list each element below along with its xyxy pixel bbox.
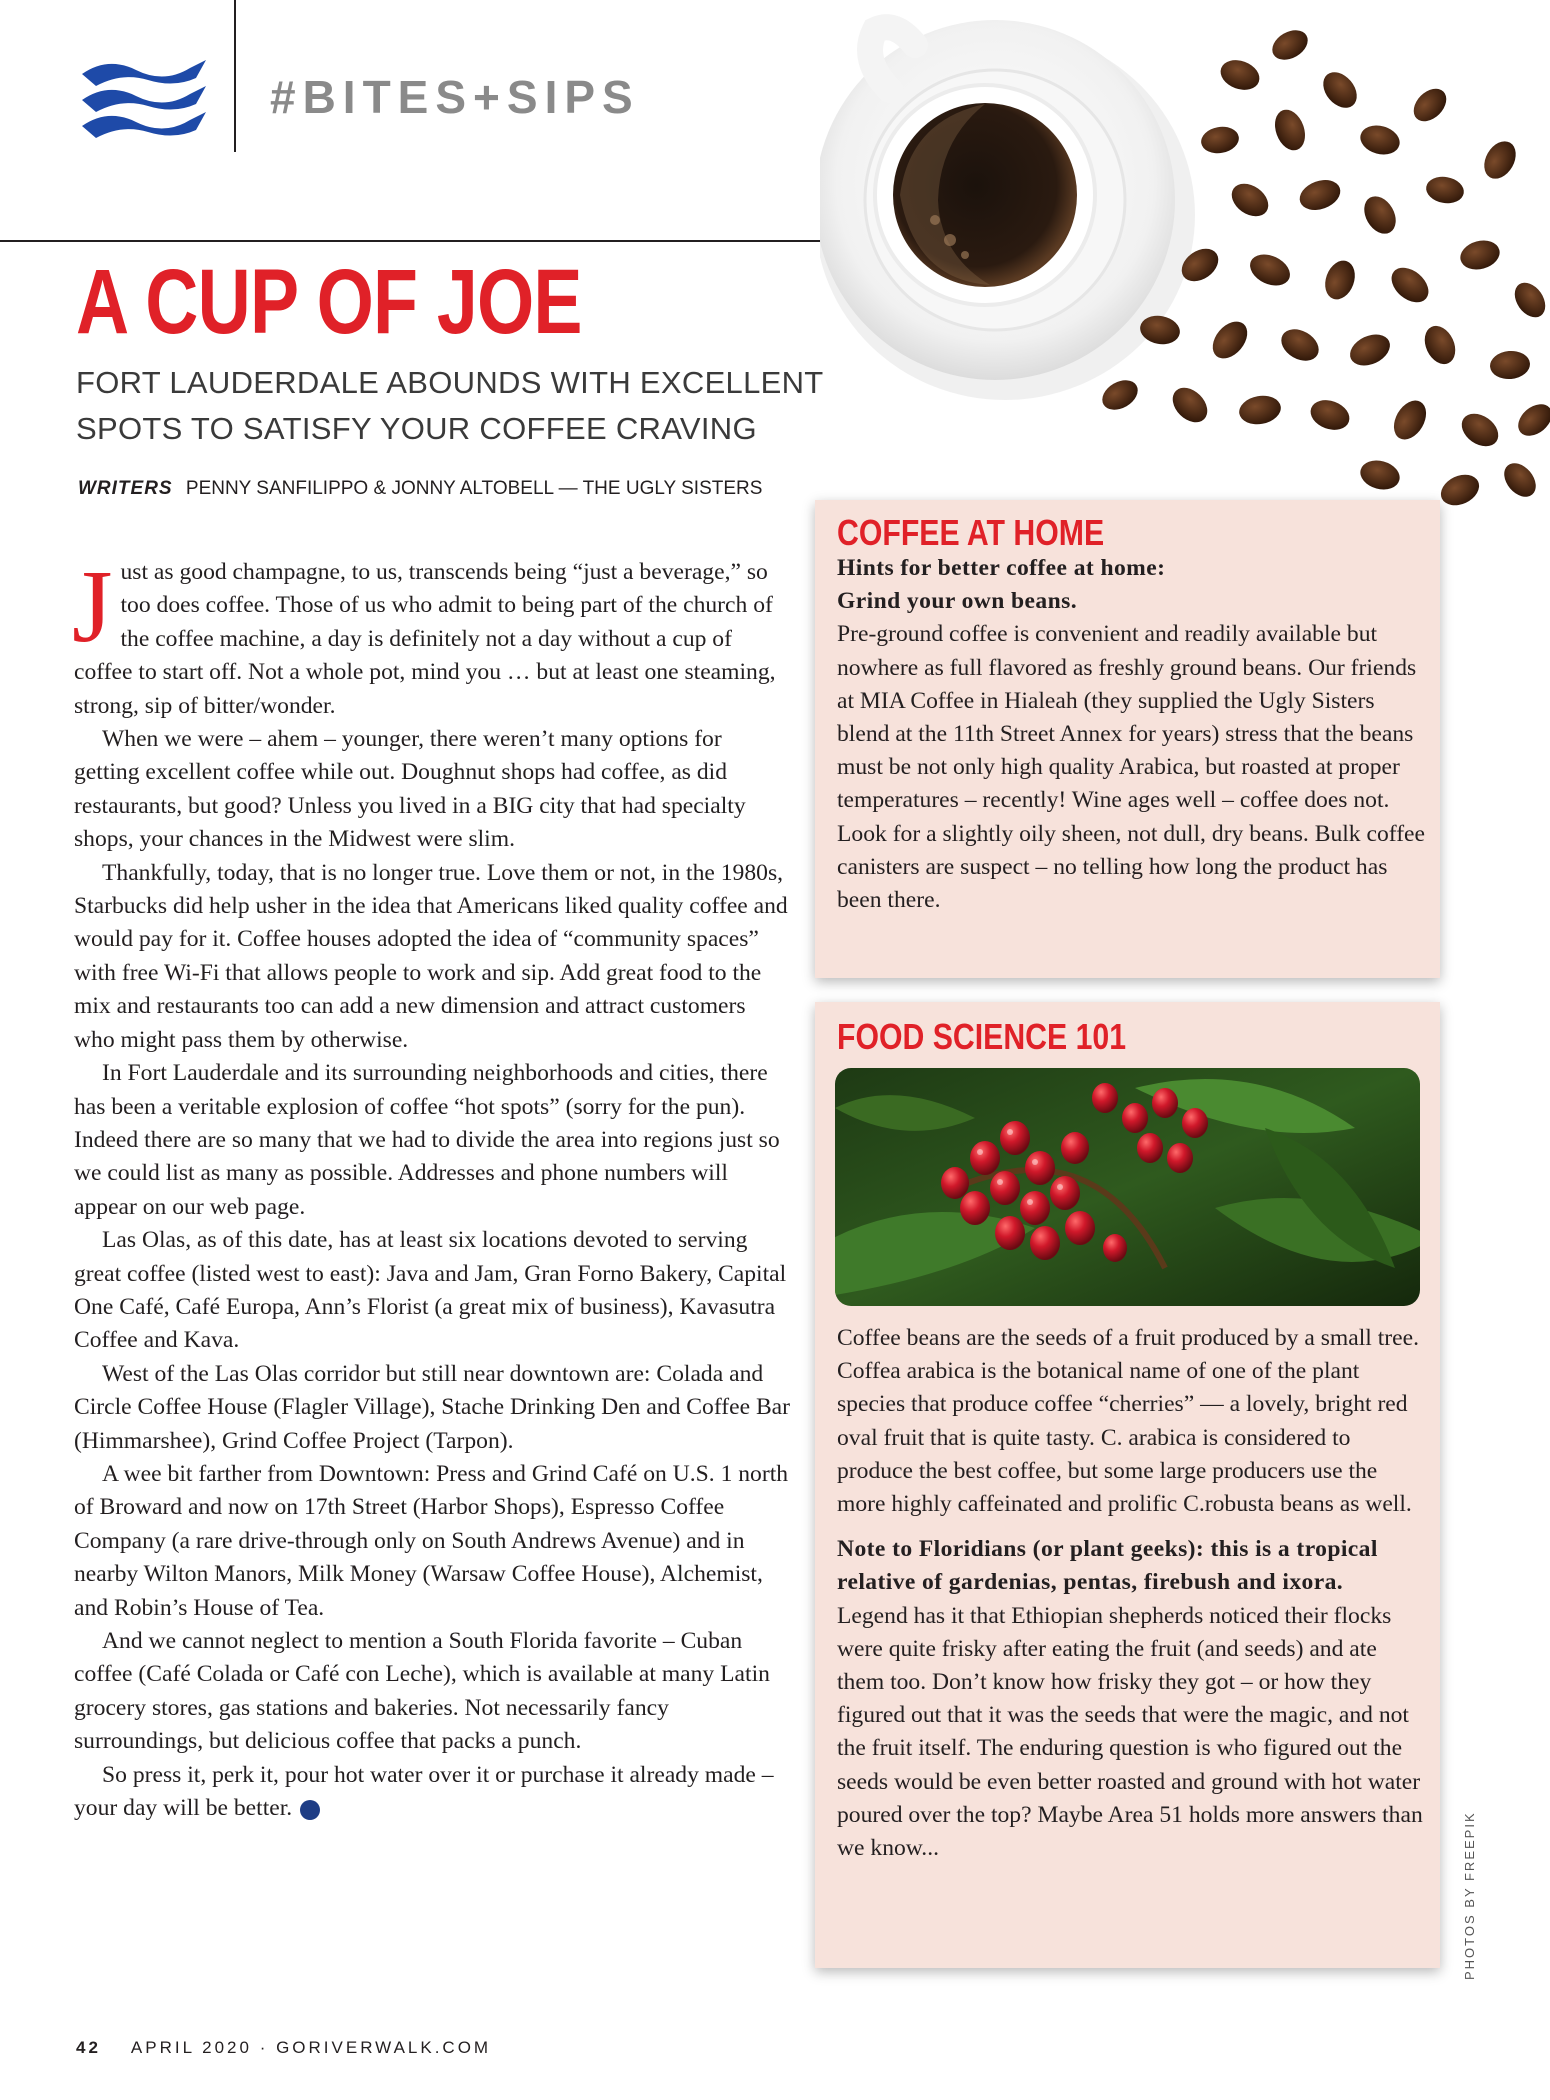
photo-credit: PHOTOS BY FREEPIK: [1462, 1811, 1477, 1980]
sidebar-title: COFFEE AT HOME: [837, 512, 1105, 553]
sidebar-coffee-at-home: [815, 500, 1440, 978]
footer-issue: APRIL 2020 · GORIVERWALK.COM: [130, 2038, 492, 2057]
body-paragraph: Just as good champagne, to us, transcends being “just a beverage,” so too does coffee. Those of us who admit to being part of the church of the coffee machine, a day is definitely not a day without a cup of coffee to start off. Not a whole pot, mind you … but at least one steaming, strong, sip of bitter/wonder.: [72, 549, 776, 719]
end-mark-icon: GO: [300, 1800, 320, 1820]
body-paragraph: So press it, perk it, pour hot water over it or purchase it already made – your day will be better. GO: [74, 1761, 774, 1822]
riverwalk-logo-icon: [78, 52, 210, 148]
sidebar-title: FOOD SCIENCE 101: [837, 1016, 1127, 1057]
body-paragraph: And we cannot neglect to mention a South Florida favorite – Cuban coffee (Café Colada or Café con Leche), which is available at many Latin grocery stores, gas stations and bakeries. Not necessarily fancy surroundings, but delicious coffee that packs a punch.: [74, 1628, 770, 1755]
writers-label: WRITERS: [78, 478, 173, 499]
article-body: [72, 549, 791, 1825]
body-paragraph: Las Olas, as of this date, has at least six locations devoted to serving great coffee (listed west to east): Java and Jam, Gran Forno Bakery, Capital One Café, Café Europa, Ann’s Florist (a great mix of business), Kavasutra Coffee and Kava.: [74, 1227, 787, 1354]
coffee-cup-photo: [820, 0, 1550, 510]
page-footer: [76, 2038, 491, 2058]
sidebar-note: Note to Floridians (or plant geeks): this is a tropical relative of gardenias, pentas, firebush and ixora.: [837, 1536, 1378, 1596]
body-paragraph: West of the Las Olas corridor but still near downtown are: Colada and Circle Coffee House (Flagler Village), Stache Drinking Den and Coffee Bar (Himmarshee), Grind Coffee Project (Tarpon).: [74, 1360, 791, 1454]
drop-cap: J: [72, 549, 113, 664]
article-subtitle: FORT LAUDERDALE ABOUNDS WITH EXCELLENT SPOTS TO SATISFY YOUR COFFEE CRAVING: [76, 365, 823, 446]
page-number: 42: [76, 2038, 101, 2057]
sidebar-text: [837, 552, 1427, 917]
writers-credit: [78, 478, 762, 500]
header-divider-vertical: [234, 0, 236, 152]
body-paragraph: In Fort Lauderdale and its surrounding neighborhoods and cities, there has been a veritable explosion of coffee “hot spots” (sorry for the pun). Indeed there are so many that we had to divide the area into regions just so we could list as many as possible. Addresses and phone numbers will appear on our web page.: [74, 1060, 780, 1220]
body-paragraph: When we were – ahem – younger, there weren’t many options for getting excellent coffee while out. Doughnut shops had coffee, as did restaurants, but good? Unless you lived in a BIG city that had specialty shops, your chances in the Midwest were slim.: [74, 726, 746, 853]
sidebar-paragraph: Legend has it that Ethiopian shepherds noticed their flocks were quite frisky after eating the fruit (and seeds) and ate them too. Don’t know how frisky they got – or how they figured out that it was the seeds that were the magic, and not the fruit itself. The enduring question is who figured out the seeds would be even better roasted and ground with hot water poured over the top? Maybe Area 51 holds more answers than we know...: [837, 1602, 1423, 1862]
sidebar-text: [837, 1322, 1427, 1865]
writers-names: PENNY SANFILIPPO & JONNY ALTOBELL — THE UGLY SISTERS: [185, 478, 763, 499]
sidebar-lead: Hints for better coffee at home:: [837, 555, 1166, 581]
coffee-cherries-photo: [835, 1068, 1420, 1306]
body-paragraph: Thankfully, today, that is no longer true. Love them or not, in the 1980s, Starbucks did help usher in the idea that Americans liked quality coffee and would pay for it. Coffee houses adopted the idea of “community spaces” with free Wi-Fi that allows people to work and sip. Add great food to the mix and restaurants too can add a new dimension and attract customers who might pass them by otherwise.: [74, 859, 788, 1053]
sidebar-paragraph: Pre-ground coffee is convenient and readily available but nowhere as full flavored as freshly ground beans. Our friends at MIA Coffee in Hialeah (they supplied the Ugly Sisters blend at the 11th Street Annex for years) stress that the beans must be not only high quality Arabica, but roasted at proper temperatures – recently! Wine ages well – coffee does not. Look for a slightly oily sheen, not dull, dry beans. Bulk coffee canisters are suspect – no telling how long the product has been there.: [837, 621, 1425, 914]
article-title: A CUP OF JOE: [76, 251, 582, 353]
section-tag: #BITES+SIPS: [270, 71, 640, 123]
body-paragraph: A wee bit farther from Downtown: Press and Grind Café on U.S. 1 north of Broward and now on 17th Street (Harbor Shops), Espresso Coffee Company (a rare drive-through only on South Andrews Avenue) and in nearby Wilton Manors, Milk Money (Warsaw Coffee House), Alchemist, and Robin’s House of Tea.: [74, 1460, 789, 1621]
header-divider-horizontal: [0, 240, 840, 242]
sidebar-paragraph: Coffee beans are the seeds of a fruit produced by a small tree. Coffea arabica is the botanical name of one of the plant species that produce coffee “cherries” — a lovely, bright red oval fruit that is quite tasty. C. arabica is considered to produce the best coffee, but some large producers use the more highly caffeinated and prolific C.robusta beans as well.: [837, 1325, 1419, 1518]
sidebar-food-science: [815, 1002, 1440, 1968]
sidebar-subhead: Grind your own beans.: [837, 588, 1078, 615]
